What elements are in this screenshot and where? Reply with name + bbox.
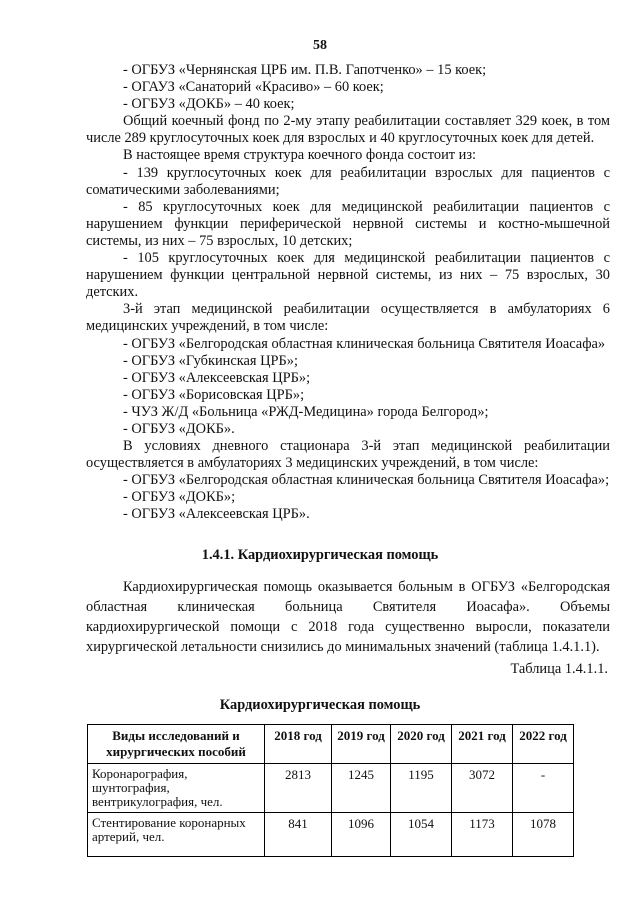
list-item: - 105 круглосуточных коек для медицинской реабилитации пациентов с нарушением функции центральной нервной системы, из них – 75 взрослых, 30 детских. bbox=[86, 250, 610, 301]
header-cell: 2019 год bbox=[332, 725, 391, 764]
table-header-row bbox=[88, 725, 574, 764]
list-item: - ОГБУЗ «ДОКБ». bbox=[123, 420, 235, 437]
list-item: - ОГБУЗ «Алексеевская ЦРБ»; bbox=[123, 369, 311, 386]
section-paragraph-wrap bbox=[86, 577, 610, 657]
table-cell: 1078 bbox=[513, 813, 574, 857]
list-item: - ОГБУЗ «Алексеевская ЦРБ». bbox=[123, 506, 310, 523]
list-item: - ОГБУЗ «Белгородская областная клиническая больница Святителя Иоасафа» bbox=[123, 335, 606, 352]
table-row bbox=[88, 764, 574, 813]
header-cell: 2022 год bbox=[513, 725, 574, 764]
list-item: - 85 круглосуточных коек для медицинской реабилитации пациентов с нарушением функции периферической нервной системы и костно-мышечной системы, из них – 75 взрослых, 10 детских; bbox=[86, 198, 610, 249]
table-label: Таблица 1.4.1.1. bbox=[510, 661, 608, 677]
header-cell: 2021 год bbox=[452, 725, 513, 764]
table-cell: - bbox=[513, 764, 574, 813]
list-item: - ОГБУЗ «ДОКБ»; bbox=[123, 489, 236, 506]
table-cell: 1195 bbox=[391, 764, 452, 813]
list-item: - 139 круглосуточных коек для реабилитации взрослых для пациентов с соматическими заболеваниями; bbox=[86, 164, 610, 198]
list-item: - ОГБУЗ «ДОКБ» – 40 коек; bbox=[123, 96, 295, 113]
paragraph-stage3: 3-й этап медицинской реабилитации осуществляется в амбулаториях 6 медицинских учреждений, в том числе: bbox=[86, 301, 610, 335]
header-cell: 2018 год bbox=[265, 725, 332, 764]
section-paragraph: Кардиохирургическая помощь оказывается больным в ОГБУЗ «Белгородская областная клиническая больница Святителя Иоасафа». Объемы кардиохирургической помощи с 2018 года существенно выросли, показатели хирургической летальности снизились до минимальных значений (таблица 1.4.1.1). bbox=[86, 579, 610, 655]
row-label: Коронарография, шунтография, вентрикулография, чел. bbox=[88, 764, 265, 813]
list-item: - ОГБУЗ «Борисовская ЦРБ»; bbox=[123, 386, 305, 403]
list-item: - ОГБУЗ «Чернянская ЦРБ им. П.В. Гапотченко» – 15 коек; bbox=[123, 62, 487, 78]
table-cell: 1245 bbox=[332, 764, 391, 813]
table-row bbox=[88, 813, 574, 857]
row-label: Стентирование коронарных артерий, чел. bbox=[88, 813, 265, 857]
paragraph-structure: В настоящее время структура коечного фонда состоит из: bbox=[123, 147, 477, 164]
body-text bbox=[86, 62, 610, 524]
data-table bbox=[87, 724, 574, 857]
table-cell: 2813 bbox=[265, 764, 332, 813]
paragraph-day-hospital: В условиях дневного стационара 3-й этап медицинской реабилитации осуществляется в амбулаториях 3 медицинских учреждений, в том числе: bbox=[86, 438, 610, 472]
table-cell: 1054 bbox=[391, 813, 452, 857]
list-item: - ЧУЗ Ж/Д «Больница «РЖД-Медицина» города Белгород»; bbox=[123, 403, 489, 420]
section-heading: 1.4.1. Кардиохирургическая помощь bbox=[201, 547, 439, 563]
table-cell: 841 bbox=[265, 813, 332, 857]
table-cell: 1173 bbox=[452, 813, 513, 857]
table-title: Кардиохирургическая помощь bbox=[219, 697, 421, 713]
header-cell: 2020 год bbox=[391, 725, 452, 764]
header-cell: Виды исследований и хирургических пособий bbox=[88, 725, 265, 764]
table-cell: 1096 bbox=[332, 813, 391, 857]
list-item: - ОГАУЗ «Санаторий «Красиво» – 60 коек; bbox=[123, 79, 384, 96]
list-item: - ОГБУЗ «Губкинская ЦРБ»; bbox=[123, 352, 298, 369]
list-item: - ОГБУЗ «Белгородская областная клиническая больница Святителя Иоасафа»; bbox=[123, 472, 610, 489]
page-number: 58 bbox=[313, 38, 327, 53]
table-cell: 3072 bbox=[452, 764, 513, 813]
paragraph-bed-fund: Общий коечный фонд по 2-му этапу реабилитации составляет 329 коек, в том числе 289 круглосуточных коек для взрослых и 40 круглосуточных коек для детей. bbox=[86, 113, 610, 147]
